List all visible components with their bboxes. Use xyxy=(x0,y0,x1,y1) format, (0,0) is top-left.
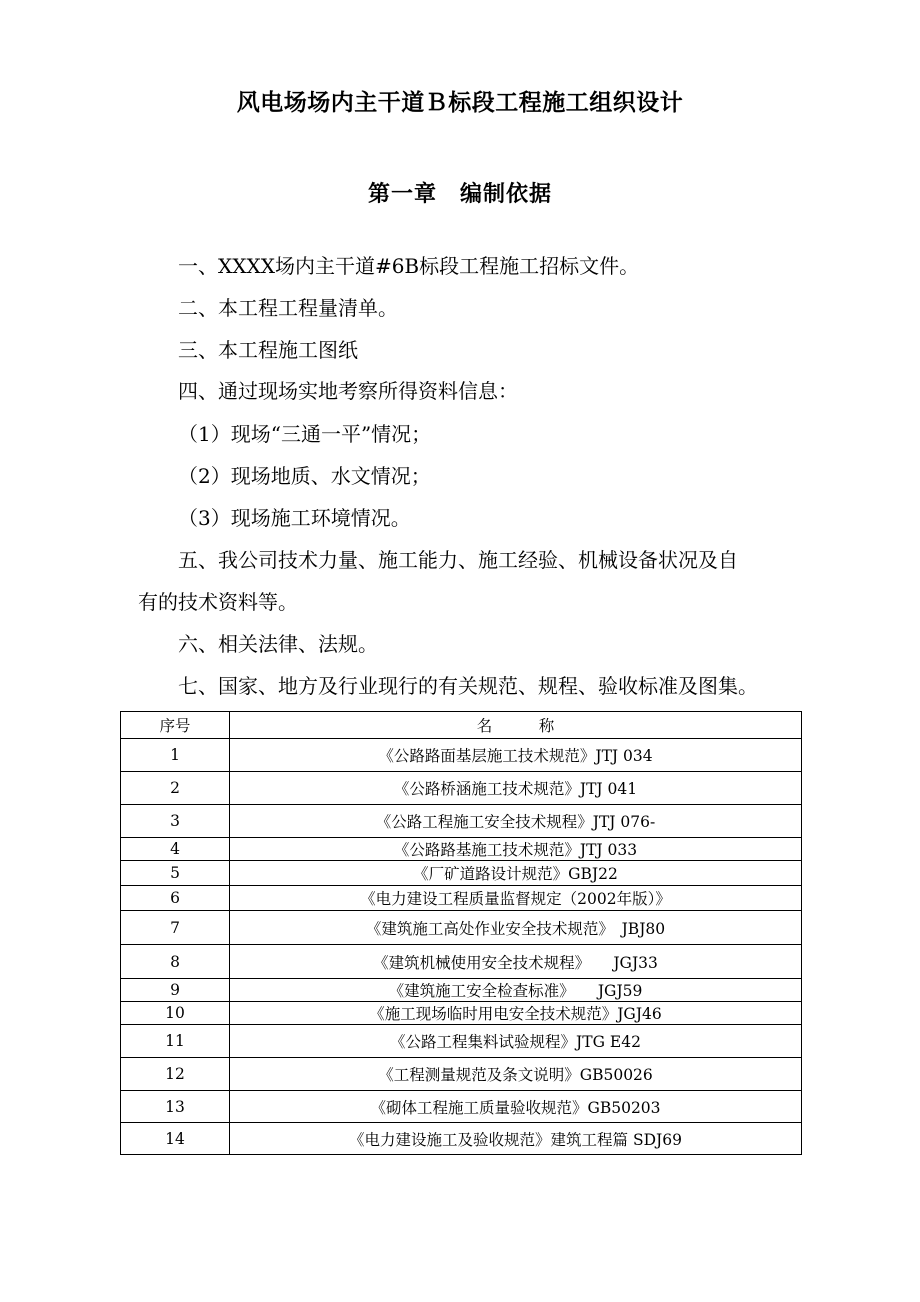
table-row xyxy=(121,979,802,1002)
row-name: 《建筑施工高处作业安全技术规范》 JBJ80 xyxy=(230,911,802,945)
row-no: 10 xyxy=(121,1002,230,1025)
row-no: 6 xyxy=(121,886,230,911)
table-row xyxy=(121,886,802,911)
basis-item-5-line-2: 有的技术资料等。 xyxy=(138,590,298,614)
table-row xyxy=(121,1025,802,1058)
row-name: 《公路工程施工安全技术规程》JTJ 076- xyxy=(230,805,802,838)
row-no: 1 xyxy=(121,739,230,772)
row-name: 《公路工程集料试验规程》JTG E42 xyxy=(230,1025,802,1058)
row-name: 《公路路面基层施工技术规范》JTJ 034 xyxy=(230,739,802,772)
row-name: 《公路路基施工技术规范》JTJ 033 xyxy=(230,838,802,861)
table-row xyxy=(121,772,802,805)
row-no: 4 xyxy=(121,838,230,861)
row-name: 《电力建设施工及验收规范》建筑工程篇 SDJ69 xyxy=(230,1123,802,1155)
row-no: 12 xyxy=(121,1058,230,1091)
basis-subitem-2: （2）现场地质、水文情况； xyxy=(178,464,431,488)
row-no: 5 xyxy=(121,861,230,886)
row-name: 《建筑机械使用安全技术规程》 JGJ33 xyxy=(230,945,802,979)
table-row xyxy=(121,945,802,979)
row-name: 《砌体工程施工质量验收规范》GB50203 xyxy=(230,1091,802,1123)
row-no: 11 xyxy=(121,1025,230,1058)
table-row xyxy=(121,1091,802,1123)
row-no: 14 xyxy=(121,1123,230,1155)
row-name: 《公路桥涵施工技术规范》JTJ 041 xyxy=(230,772,802,805)
row-name: 《厂矿道路设计规范》GBJ22 xyxy=(230,861,802,886)
row-no: 7 xyxy=(121,911,230,945)
header-name: 名 称 xyxy=(230,712,802,739)
header-no: 序号 xyxy=(121,712,230,739)
table-row xyxy=(121,861,802,886)
table-row xyxy=(121,1002,802,1025)
basis-subitem-3: （3）现场施工环境情况。 xyxy=(178,506,411,530)
basis-subitem-1: （1）现场“三通一平”情况； xyxy=(178,422,432,446)
table-row xyxy=(121,739,802,772)
row-name: 《施工现场临时用电安全技术规范》JGJ46 xyxy=(230,1002,802,1025)
basis-item-7: 七、国家、地方及行业现行的有关规范、规程、验收标准及图集。 xyxy=(178,674,758,698)
basis-item-2: 二、本工程工程量清单。 xyxy=(178,296,398,320)
table-row xyxy=(121,838,802,861)
table-row xyxy=(121,1058,802,1091)
table-header-row xyxy=(121,712,802,739)
document-title: 风电场场内主干道Ｂ标段工程施工组织设计 xyxy=(236,89,684,116)
standards-table xyxy=(120,711,802,1155)
row-no: 8 xyxy=(121,945,230,979)
table-row xyxy=(121,805,802,838)
basis-item-6: 六、相关法律、法规。 xyxy=(178,632,378,656)
table-row xyxy=(121,1123,802,1155)
row-name: 《工程测量规范及条文说明》GB50026 xyxy=(230,1058,802,1091)
basis-item-3: 三、本工程施工图纸 xyxy=(178,338,358,362)
row-name: 《电力建设工程质量监督规定（2002年版）》 xyxy=(230,886,802,911)
row-no: 9 xyxy=(121,979,230,1002)
row-no: 13 xyxy=(121,1091,230,1123)
basis-item-5-line-1: 五、我公司技术力量、施工能力、施工经验、机械设备状况及自 xyxy=(178,548,738,572)
basis-item-4: 四、通过现场实地考察所得资料信息： xyxy=(178,379,518,403)
row-no: 2 xyxy=(121,772,230,805)
row-name: 《建筑施工安全检查标准》 JGJ59 xyxy=(230,979,802,1002)
chapter-heading: 第一章 编制依据 xyxy=(367,181,552,207)
row-no: 3 xyxy=(121,805,230,838)
basis-item-1: 一、XXXX场内主干道#6B标段工程施工招标文件。 xyxy=(178,254,640,278)
table-row xyxy=(121,911,802,945)
